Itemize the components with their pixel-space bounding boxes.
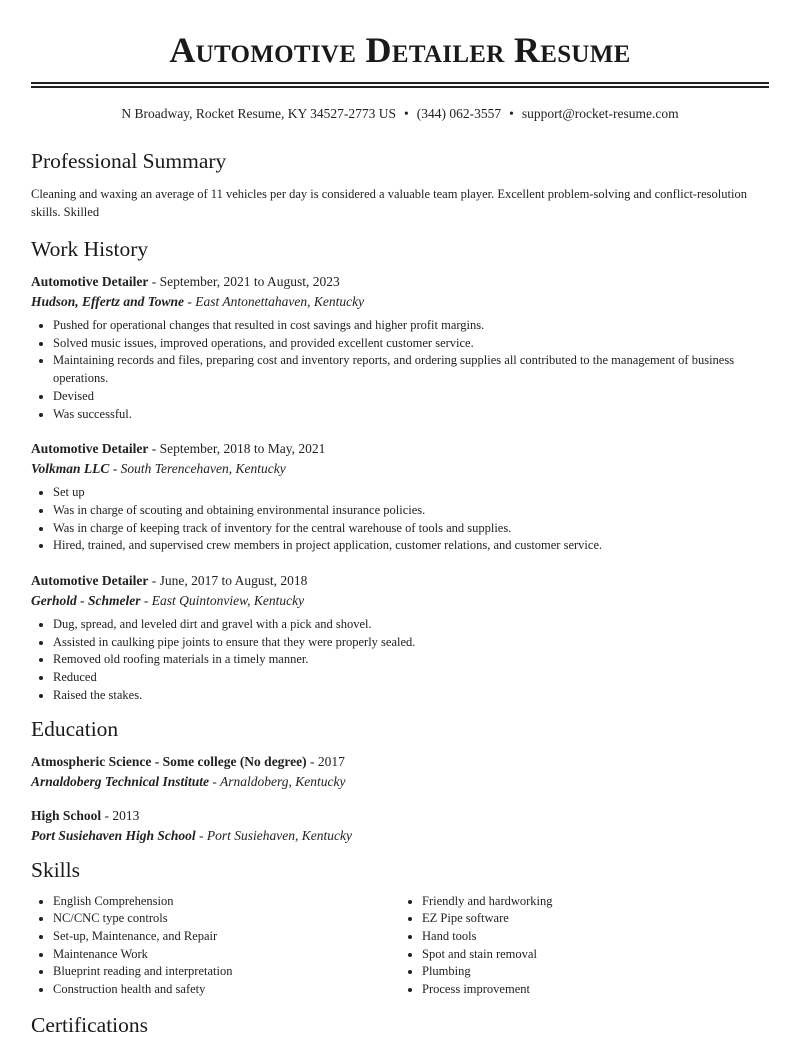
education-entry	[31, 806, 769, 846]
job-title: Automotive Detailer	[31, 441, 149, 457]
job-dates: - September, 2021 to August, 2023	[148, 274, 340, 289]
list-item: • Set up	[53, 484, 769, 502]
job-location: - East Antonettahaven, Kentucky	[184, 294, 365, 309]
job-bullets	[31, 317, 769, 423]
list-item: • Assisted in caulking pipe joints to ensure that they were properly sealed.	[53, 634, 769, 652]
list-item: • Reduced	[53, 669, 769, 687]
education-year: - 2013	[101, 807, 140, 823]
list-item: • Hand tools	[422, 928, 769, 946]
list-item: • Raised the stakes.	[53, 687, 769, 705]
list-item: • Maintaining records and files, preparing cost and inventory reports, and ordering supplies all contributed to the management of business operations.	[53, 352, 769, 387]
summary-section	[31, 147, 769, 221]
list-item: • Plumbing	[422, 963, 769, 981]
list-item: • Set-up, Maintenance, and Repair	[53, 928, 400, 946]
education-location: - Port Susiehaven, Kentucky	[195, 827, 352, 843]
list-item: • EZ Pipe software	[422, 910, 769, 928]
education-location: - Arnaldoberg, Kentucky	[209, 773, 346, 789]
contact-separator: •	[403, 106, 409, 121]
list-item: • Solved music issues, improved operations, and provided excellent customer service.	[53, 335, 769, 353]
header-divider	[31, 82, 769, 88]
contact-line	[31, 105, 769, 123]
work-history-section	[31, 235, 769, 705]
education-school: Arnaldoberg Technical Institute	[31, 773, 210, 789]
contact-email: support@rocket-resume.com	[521, 106, 679, 121]
contact-address: N Broadway, Rocket Resume, KY 34527-2773 US	[121, 106, 396, 121]
list-item: • English Comprehension	[53, 893, 400, 911]
list-item: • Removed old roofing materials in a timely manner.	[53, 651, 769, 669]
job-title: Automotive Detailer	[31, 274, 149, 289]
contact-phone: (344) 062-3557	[416, 106, 502, 121]
list-item: • Pushed for operational changes that resulted in cost savings and higher profit margins.	[53, 317, 769, 335]
list-item: • Maintenance Work	[53, 946, 400, 964]
list-item: • Construction health and safety	[53, 981, 400, 999]
list-item: • Hired, trained, and supervised crew members in project application, customer relations, and customer service.	[53, 537, 769, 555]
list-item: • Process improvement	[422, 981, 769, 999]
job-entry	[31, 272, 769, 423]
education-school: Port Susiehaven High School	[31, 827, 196, 843]
resume-title: Automotive Detailer Resume	[169, 30, 631, 70]
list-item: • Was successful.	[53, 406, 769, 424]
job-bullets	[31, 484, 769, 555]
education-degree: Atmospheric Science - Some college (No degree)	[31, 753, 307, 769]
certifications-heading: Certifications	[31, 1012, 149, 1037]
job-company: Volkman LLC	[31, 461, 110, 477]
list-item: • Dug, spread, and leveled dirt and gravel with a pick and shovel.	[53, 616, 769, 634]
job-title: Automotive Detailer	[31, 573, 149, 589]
skills-section	[31, 856, 769, 999]
contact-separator: •	[509, 106, 514, 121]
skills-left-list	[31, 893, 400, 999]
job-dates: - September, 2018 to May, 2021	[148, 441, 326, 457]
job-company: Hudson, Effertz and Towne	[31, 294, 185, 309]
job-bullets	[31, 616, 769, 705]
education-section	[31, 715, 769, 846]
list-item: • Devised	[53, 388, 769, 406]
summary-heading: Professional Summary	[31, 149, 227, 173]
job-entry	[31, 439, 769, 555]
summary-text: Cleaning and waxing an average of 11 vehicles per day is considered a valuable team player. Excellent problem-solving and conflict-resolution skills. Skilled	[31, 187, 747, 219]
job-dates: - June, 2017 to August, 2018	[148, 573, 308, 589]
work-history-heading: Work History	[31, 237, 149, 261]
list-item: • NC/CNC type controls	[53, 910, 400, 928]
list-item: • Spot and stain removal	[422, 946, 769, 964]
list-item: • Blueprint reading and interpretation	[53, 963, 400, 981]
job-entry	[31, 571, 769, 705]
education-heading: Education	[31, 716, 119, 741]
job-location: - East Quintonview, Kentucky	[140, 593, 305, 609]
list-item: • Was in charge of scouting and obtaining environmental insurance policies.	[53, 502, 769, 520]
skills-columns	[31, 888, 769, 999]
skills-right-list	[400, 893, 769, 999]
skills-heading: Skills	[31, 857, 80, 882]
job-company: Gerhold - Schmeler	[31, 593, 141, 609]
education-year: - 2017	[306, 753, 345, 769]
list-item: • Was in charge of keeping track of inventory for the central warehouse of tools and supplies.	[53, 520, 769, 538]
job-location: - South Terencehaven, Kentucky	[109, 461, 286, 477]
education-degree: High School	[31, 807, 102, 823]
education-entry	[31, 752, 769, 792]
list-item: • Friendly and hardworking	[422, 893, 769, 911]
